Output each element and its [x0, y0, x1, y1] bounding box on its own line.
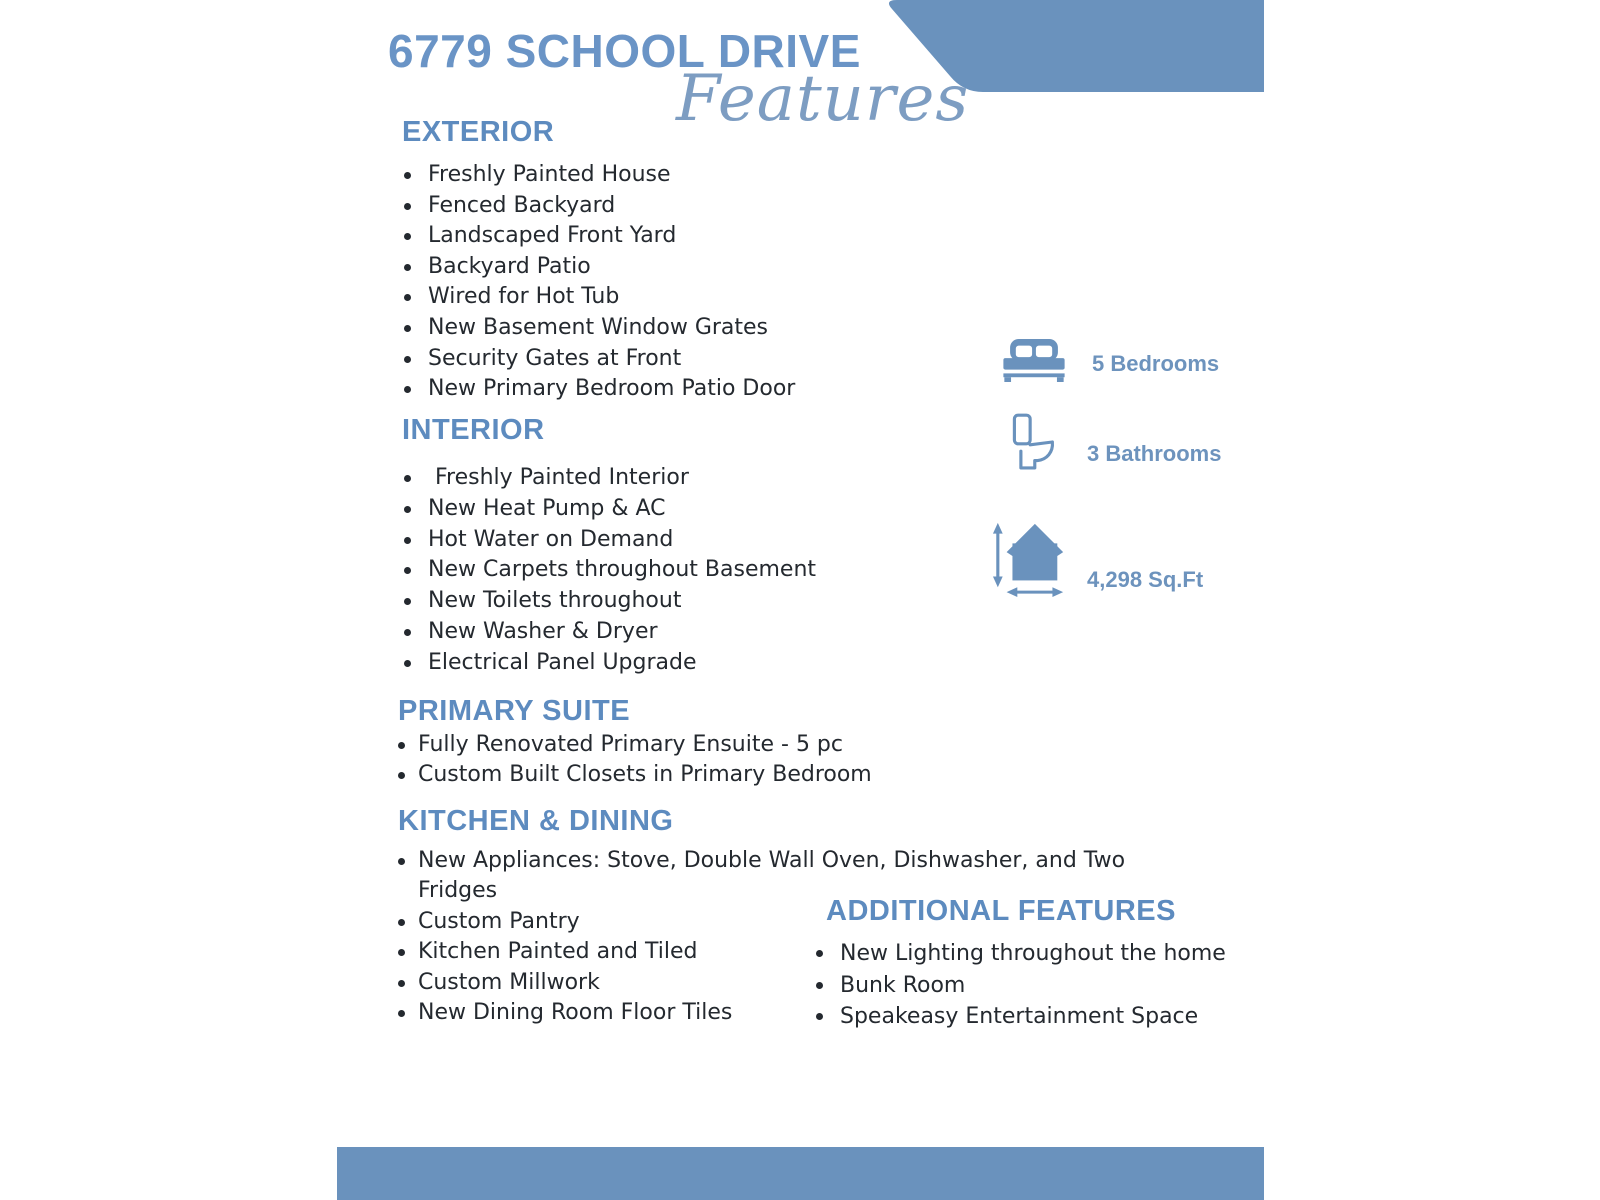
list-item: Bunk Room	[814, 970, 1226, 1002]
feature-list-exterior	[402, 160, 795, 405]
list-item: Freshly Painted Interior	[402, 463, 816, 494]
area-stat-label: 4,298 Sq.Ft	[1087, 567, 1204, 592]
list-item: Custom Millwork	[398, 968, 1178, 998]
bottom-accent-bar	[337, 1147, 1264, 1200]
script-subtitle: Features	[676, 62, 970, 136]
list-item: New Carpets throughout Basement	[402, 555, 816, 586]
section-heading-additional-features: ADDITIONAL FEATURES	[826, 895, 1176, 927]
list-item: Freshly Painted House	[402, 160, 795, 191]
list-item: New Heat Pump & AC	[402, 494, 816, 525]
section-heading-interior: INTERIOR	[402, 414, 545, 446]
list-item: Speakeasy Entertainment Space	[814, 1001, 1226, 1033]
section-heading-exterior: EXTERIOR	[402, 116, 555, 148]
list-item: Hot Water on Demand	[402, 525, 816, 556]
list-item: New Lighting throughout the home	[814, 938, 1226, 970]
list-item: New Toilets throughout	[402, 586, 816, 617]
feature-list-additional-features	[814, 938, 1226, 1033]
list-item: Fully Renovated Primary Ensuite - 5 pc	[398, 730, 872, 760]
list-item: Wired for Hot Tub	[402, 282, 795, 313]
section-heading-primary-suite: PRIMARY SUITE	[398, 695, 631, 727]
list-item: New Basement Window Grates	[402, 313, 795, 344]
list-item: New Appliances: Stove, Double Wall Oven, Dishwasher, and Two Fridges	[398, 846, 1178, 907]
list-item: Fenced Backyard	[402, 191, 795, 222]
toilet-icon	[1007, 412, 1057, 472]
list-item: Landscaped Front Yard	[402, 221, 795, 252]
feature-list-primary-suite	[398, 730, 872, 790]
list-item: New Dining Room Floor Tiles	[398, 998, 1178, 1028]
page-title: 6779 SCHOOL DRIVE	[388, 25, 861, 77]
list-item: Electrical Panel Upgrade	[402, 648, 816, 679]
list-item: Backyard Patio	[402, 252, 795, 283]
list-item: New Washer & Dryer	[402, 617, 816, 648]
list-item: New Primary Bedroom Patio Door	[402, 374, 795, 405]
list-item: Custom Pantry	[398, 907, 1178, 937]
bathrooms-stat-label: 3 Bathrooms	[1087, 441, 1222, 466]
house-dimensions-icon	[991, 516, 1069, 600]
list-item: Kitchen Painted and Tiled	[398, 937, 1178, 967]
bed-icon	[1003, 338, 1065, 382]
section-heading-kitchen-dining: KITCHEN & DINING	[398, 805, 674, 837]
list-item: Security Gates at Front	[402, 344, 795, 375]
feature-list-interior	[402, 463, 816, 679]
bedrooms-stat-label: 5 Bedrooms	[1092, 351, 1220, 376]
list-item: Custom Built Closets in Primary Bedroom	[398, 760, 872, 790]
